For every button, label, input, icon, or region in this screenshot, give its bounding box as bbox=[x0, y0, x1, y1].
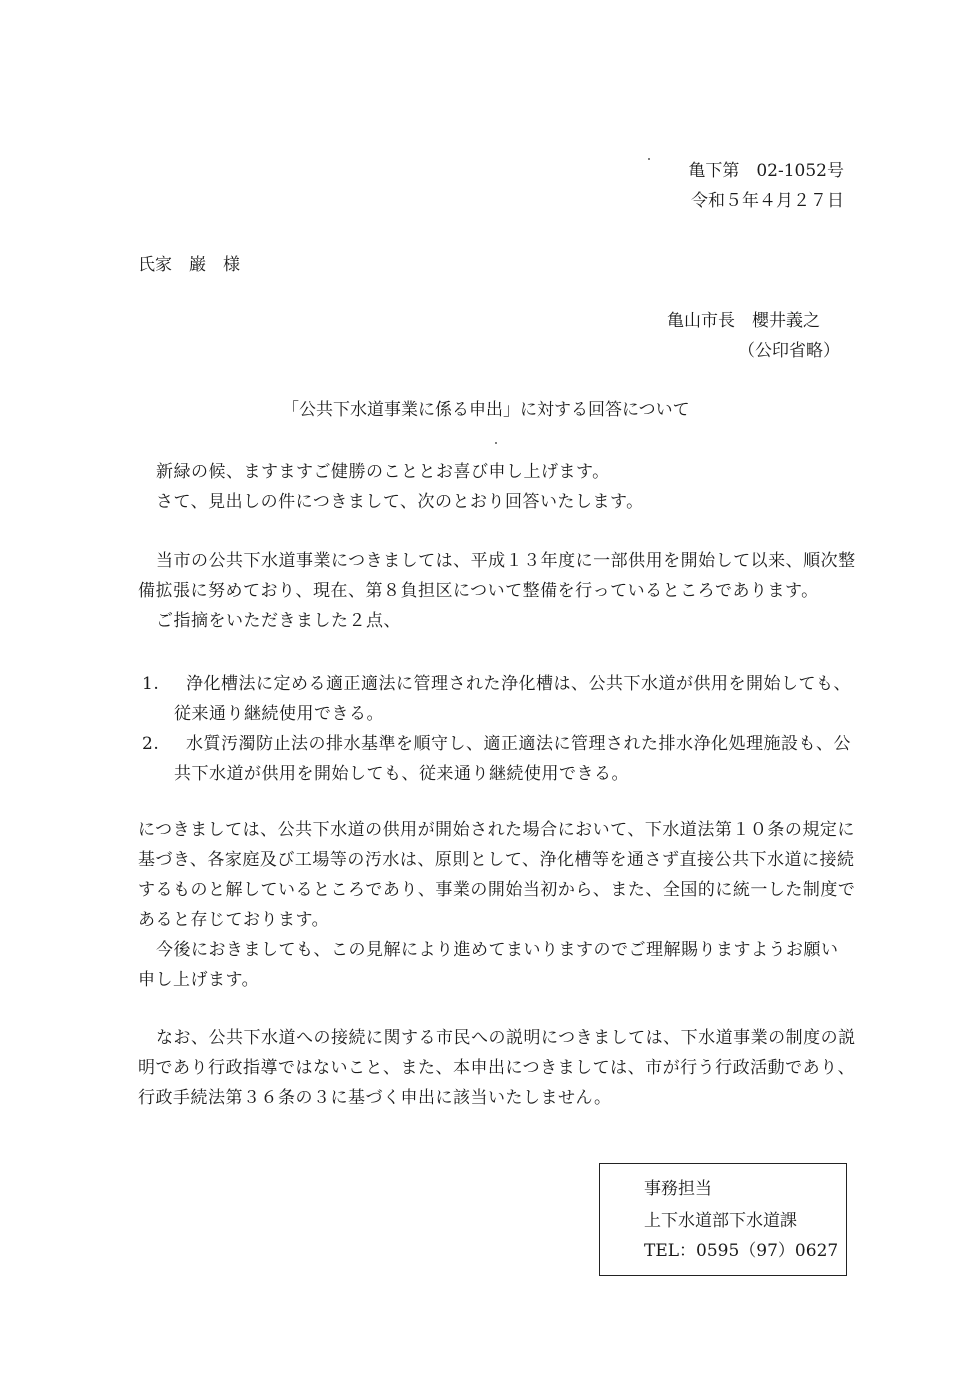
point-line: 浄化槽法に定める適正適法に管理された浄化槽は、公共下水道が供用を開始しても、 bbox=[186, 674, 851, 694]
point-line: 共下水道が供用を開始しても、従来通り継続使用できる。 bbox=[174, 764, 629, 784]
body-line: につきましては、公共下水道の供用が開始された場合において、下水道法第１０条の規定に bbox=[138, 820, 855, 840]
point-line: 水質汚濁防止法の排水基準を順守し、適正適法に管理された排水浄化処理施設も、公 bbox=[186, 734, 851, 754]
subject-title: 「公共下水道事業に係る申出」に対する回答について bbox=[282, 400, 690, 420]
body-line: 当市の公共下水道事業につきましては、平成１３年度に一部供用を開始して以来、順次整 bbox=[156, 551, 856, 571]
point-number: 2. bbox=[142, 734, 160, 754]
body-line: 今後におきましても、この見解により進めてまいりますのでご理解賜りますようお願い bbox=[156, 940, 839, 960]
body-line: 行政手続法第３６条の３に基づく申出に該当いたしません。 bbox=[138, 1088, 612, 1108]
greeting-line: さて、見出しの件につきまして、次のとおり回答いたします。 bbox=[156, 492, 644, 512]
contact-label: 事務担当 bbox=[644, 1179, 712, 1199]
scan-speck bbox=[648, 158, 650, 160]
body-line: あると存じております。 bbox=[138, 910, 330, 930]
body-line: 明であり行政指導ではないこと、また、本申出につきましては、市が行う行政活動であり、 bbox=[138, 1058, 856, 1078]
sender-name: 亀山市長 櫻井義之 bbox=[667, 311, 820, 331]
contact-box bbox=[599, 1163, 847, 1276]
body-line: 備拡張に努めており、現在、第８負担区について整備を行っているところであります。 bbox=[138, 581, 819, 601]
greeting-line: 新緑の候、ますますご健勝のこととお喜び申し上げます。 bbox=[156, 462, 610, 482]
recipient-name: 氏家 巌 様 bbox=[138, 255, 240, 275]
body-line: するものと解しているところであり、事業の開始当初から、また、全国的に統一した制度で bbox=[138, 880, 856, 900]
document-date: 令和５年４月２７日 bbox=[691, 191, 844, 211]
contact-telephone: TEL：0595（97）0627 bbox=[644, 1241, 839, 1261]
body-line: ご指摘をいただきました２点、 bbox=[156, 611, 401, 631]
body-line: なお、公共下水道への接続に関する市民への説明につきましては、下水道事業の制度の説 bbox=[156, 1028, 856, 1048]
point-number: 1. bbox=[142, 674, 160, 694]
contact-department: 上下水道部下水道課 bbox=[644, 1211, 797, 1231]
document-number: 亀下第 02-1052号 bbox=[688, 161, 844, 181]
body-line: 基づき、各家庭及び工場等の汚水は、原則として、浄化槽等を通さず直接公共下水道に接続 bbox=[138, 850, 855, 870]
body-line: 申し上げます。 bbox=[138, 970, 260, 990]
point-line: 従来通り継続使用できる。 bbox=[174, 704, 384, 724]
scan-speck bbox=[495, 442, 497, 444]
seal-omitted-note: （公印省略） bbox=[738, 341, 840, 361]
